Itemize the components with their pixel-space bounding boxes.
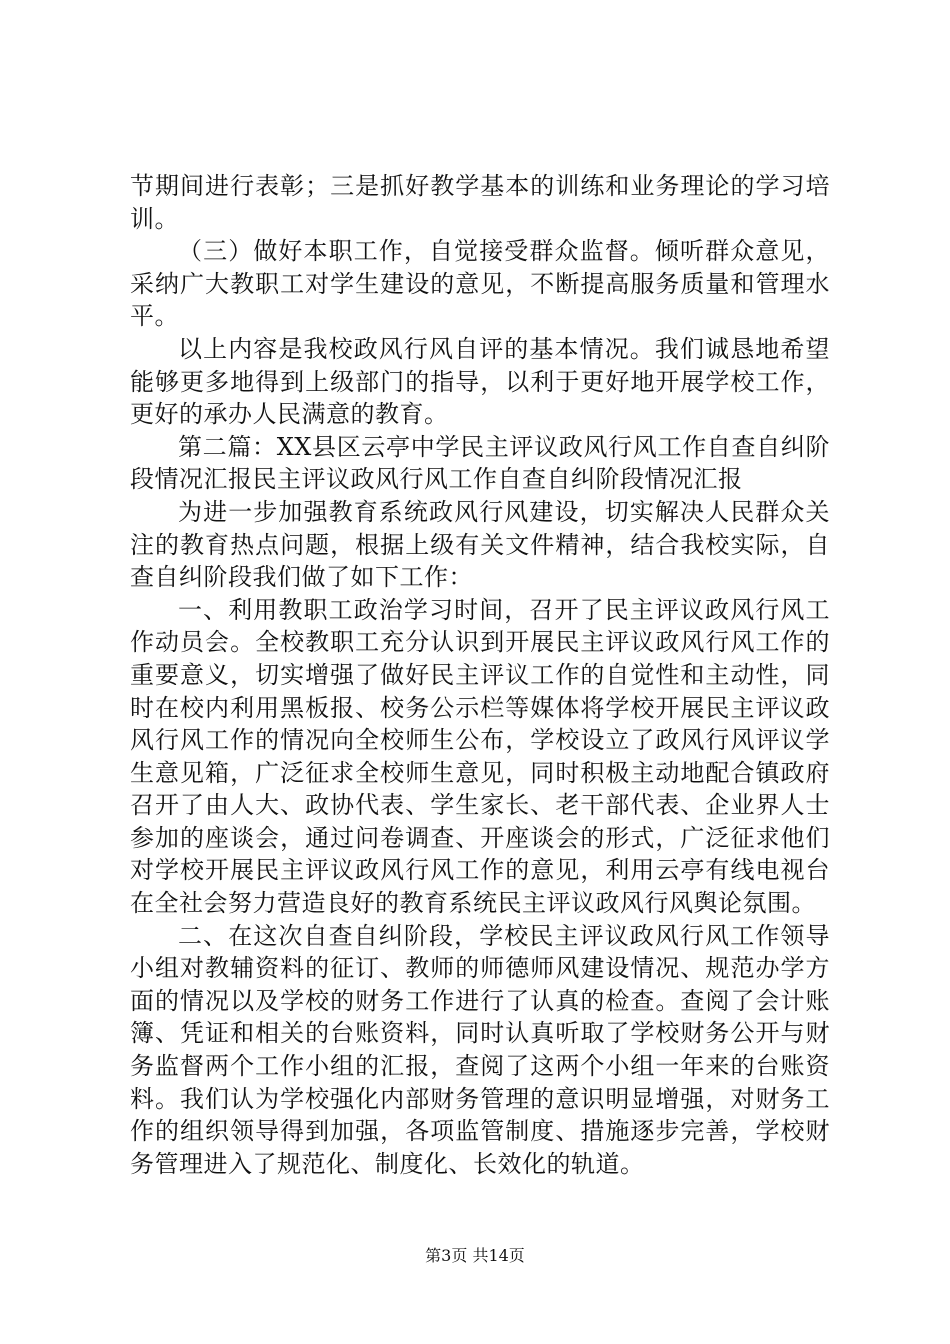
paragraph-summary: 以上内容是我校政风行风自评的基本情况。我们诚恳地希望能够更多地得到上级部门的指导，以利于更好地开展学校工作，更好的承办人民满意的教育。: [130, 334, 830, 429]
paragraph-intro: 为进一步加强教育系统政风行风建设，切实解决人民群众关注的教育热点问题，根据上级有关文件精神，结合我校实际，自查自纠阶段我们做了如下工作：: [130, 497, 830, 592]
paragraph-item-one: 一、利用教职工政治学习时间，召开了民主评议政风行风工作动员会。全校教职工充分认识到开展民主评议政风行风工作的重要意义，切实增强了做好民主评议工作的自觉性和主动性，同时在校内利用黑板报、校务公示栏等媒体将学校开展民主评议政风行风工作的情况向全校师生公布，学校设立了政风行风评议学生意见箱，广泛征求全校师生意见，同时积极主动地配合镇政府召开了由人大、政协代表、学生家长、老干部代表、企业界人士参加的座谈会，通过问卷调查、开座谈会的形式，广泛征求他们对学校开展民主评议政风行风工作的意见，利用云亭有线电视台在全社会努力营造良好的教育系统民主评议政风行风舆论氛围。: [130, 595, 830, 918]
page-number: 第3页 共14页: [425, 1246, 525, 1265]
paragraph-second-article-title: 第二篇：XX县区云亭中学民主评议政风行风工作自查自纠阶段情况汇报民主评议政风行风工作自查自纠阶段情况汇报: [130, 432, 830, 494]
page-footer: [0, 1246, 950, 1266]
paragraph-section-three: （三）做好本职工作，自觉接受群众监督。倾听群众意见，采纳广大教职工对学生建设的意见，不断提高服务质量和管理水平。: [130, 237, 830, 331]
document-body: [130, 170, 830, 1180]
paragraph-item-two: 二、在这次自查自纠阶段，学校民主评议政风行风工作领导小组对教辅资料的征订、教师的师德师风建设情况、规范办学方面的情况以及学校的财务工作进行了认真的检查。查阅了会计账簿、凭证和相关的台账资料，同时认真听取了学校财务公开与财务监督两个工作小组的汇报，查阅了这两个小组一年来的台账资料。我们认为学校强化内部财务管理的意识明显增强，对财务工作的组织领导得到加强，各项监管制度、措施逐步完善，学校财务管理进入了规范化、制度化、长效化的轨道。: [130, 921, 830, 1178]
paragraph-continuation: 节期间进行表彰；三是抓好教学基本的训练和业务理论的学习培训。: [130, 172, 830, 233]
